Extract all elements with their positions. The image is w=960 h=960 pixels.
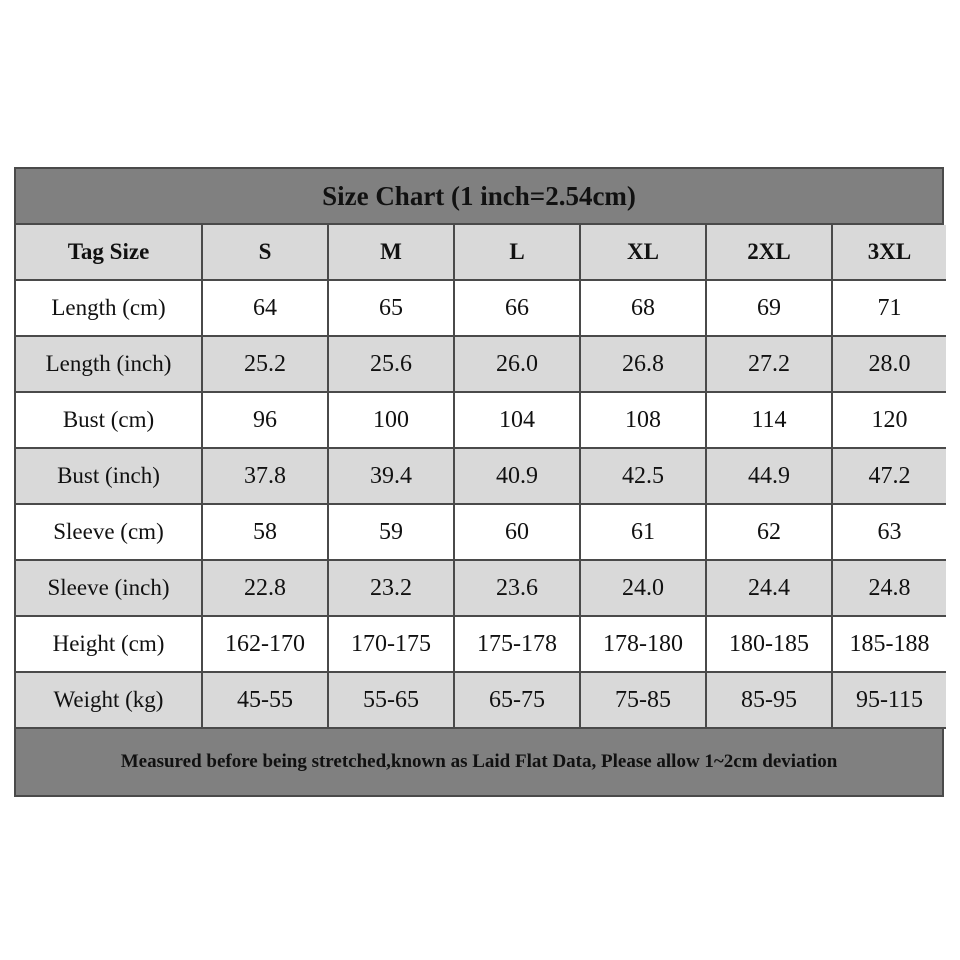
table-cell: 39.4 <box>328 448 454 504</box>
table-cell: 95-115 <box>832 672 946 728</box>
table-cell: 175-178 <box>454 616 580 672</box>
table-row <box>16 448 946 504</box>
table-cell: 162-170 <box>202 616 328 672</box>
table-row <box>16 280 946 336</box>
table-cell: 68 <box>580 280 706 336</box>
size-header: L <box>454 225 580 280</box>
table-cell: 61 <box>580 504 706 560</box>
table-cell: 28.0 <box>832 336 946 392</box>
row-label: Height (cm) <box>16 616 202 672</box>
table-cell: 60 <box>454 504 580 560</box>
table-cell: 178-180 <box>580 616 706 672</box>
table-cell: 55-65 <box>328 672 454 728</box>
row-label: Bust (inch) <box>16 448 202 504</box>
table-cell: 120 <box>832 392 946 448</box>
table-cell: 24.4 <box>706 560 832 616</box>
table-cell: 62 <box>706 504 832 560</box>
table-cell: 47.2 <box>832 448 946 504</box>
table-cell: 66 <box>454 280 580 336</box>
table-cell: 27.2 <box>706 336 832 392</box>
table-row <box>16 672 946 728</box>
table-row <box>16 392 946 448</box>
size-table <box>16 225 946 729</box>
table-cell: 24.8 <box>832 560 946 616</box>
table-row <box>16 504 946 560</box>
table-cell: 63 <box>832 504 946 560</box>
size-header: 2XL <box>706 225 832 280</box>
table-cell: 45-55 <box>202 672 328 728</box>
table-cell: 71 <box>832 280 946 336</box>
table-cell: 64 <box>202 280 328 336</box>
table-cell: 37.8 <box>202 448 328 504</box>
table-cell: 24.0 <box>580 560 706 616</box>
table-cell: 114 <box>706 392 832 448</box>
table-cell: 75-85 <box>580 672 706 728</box>
tag-size-header: Tag Size <box>16 225 202 280</box>
table-cell: 44.9 <box>706 448 832 504</box>
table-cell: 25.2 <box>202 336 328 392</box>
table-cell: 58 <box>202 504 328 560</box>
row-label: Bust (cm) <box>16 392 202 448</box>
row-label: Length (cm) <box>16 280 202 336</box>
size-chart <box>14 167 944 797</box>
table-cell: 25.6 <box>328 336 454 392</box>
size-header: XL <box>580 225 706 280</box>
table-row <box>16 616 946 672</box>
row-label: Weight (kg) <box>16 672 202 728</box>
table-cell: 170-175 <box>328 616 454 672</box>
table-cell: 26.8 <box>580 336 706 392</box>
table-cell: 100 <box>328 392 454 448</box>
table-row <box>16 336 946 392</box>
table-cell: 23.6 <box>454 560 580 616</box>
table-cell: 185-188 <box>832 616 946 672</box>
table-cell: 23.2 <box>328 560 454 616</box>
table-cell: 65 <box>328 280 454 336</box>
table-cell: 96 <box>202 392 328 448</box>
table-cell: 85-95 <box>706 672 832 728</box>
table-cell: 59 <box>328 504 454 560</box>
table-cell: 22.8 <box>202 560 328 616</box>
size-header: S <box>202 225 328 280</box>
chart-title: Size Chart (1 inch=2.54cm) <box>16 169 942 225</box>
chart-footer-note: Measured before being stretched,known as Laid Flat Data, Please allow 1~2cm deviation <box>16 729 942 795</box>
table-cell: 108 <box>580 392 706 448</box>
table-body <box>16 280 946 728</box>
table-header-row <box>16 225 946 280</box>
table-cell: 180-185 <box>706 616 832 672</box>
table-cell: 104 <box>454 392 580 448</box>
table-cell: 65-75 <box>454 672 580 728</box>
size-header: 3XL <box>832 225 946 280</box>
table-row <box>16 560 946 616</box>
table-cell: 26.0 <box>454 336 580 392</box>
table-cell: 69 <box>706 280 832 336</box>
row-label: Length (inch) <box>16 336 202 392</box>
row-label: Sleeve (cm) <box>16 504 202 560</box>
table-cell: 40.9 <box>454 448 580 504</box>
table-cell: 42.5 <box>580 448 706 504</box>
size-header: M <box>328 225 454 280</box>
row-label: Sleeve (inch) <box>16 560 202 616</box>
